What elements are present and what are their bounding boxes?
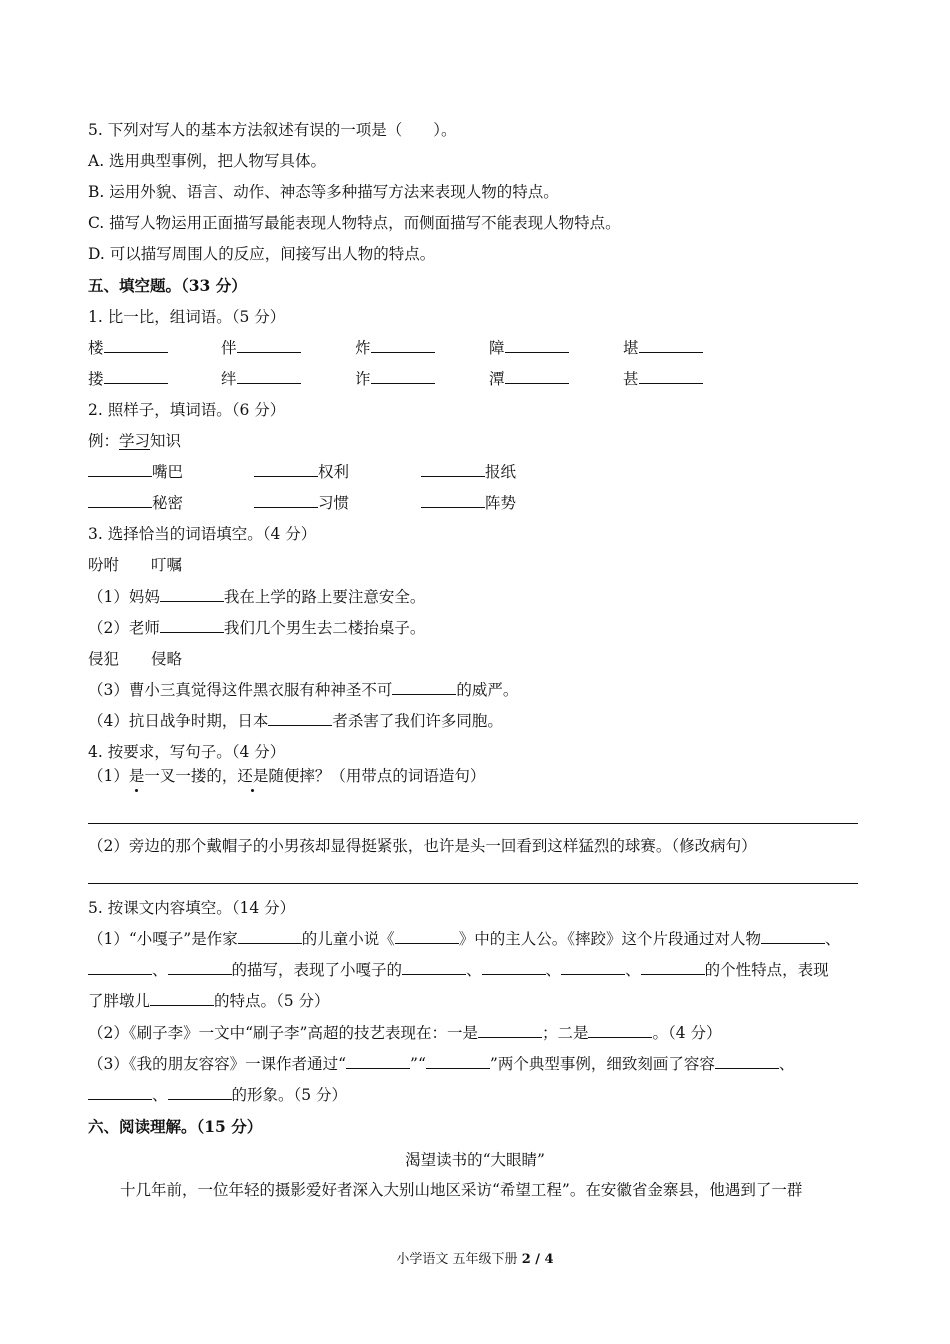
phrase-cell: 报纸 xyxy=(421,462,516,482)
blank[interactable] xyxy=(88,960,152,975)
blank[interactable] xyxy=(88,1085,152,1100)
blank[interactable] xyxy=(402,960,466,975)
s5q5-line-5: （3）《我的朋友容容》一课作者通过“ ”“ ”两个典型事例，细致刻画了容容 、 xyxy=(88,1055,795,1073)
blank[interactable] xyxy=(639,369,703,384)
blank[interactable] xyxy=(421,493,485,508)
word-cell: 伴 xyxy=(221,338,301,358)
dotted-word: 还是 xyxy=(237,767,269,785)
q5-option-c: C. 描写人物运用正面描写最能表现人物特点，而侧面描写不能表现人物特点。 xyxy=(88,214,621,232)
blank[interactable] xyxy=(88,493,152,508)
blank[interactable] xyxy=(561,960,625,975)
blank[interactable] xyxy=(168,1085,232,1100)
page-number: 2 / 4 xyxy=(521,1252,554,1267)
blank[interactable] xyxy=(268,711,332,726)
blank[interactable] xyxy=(715,1054,779,1069)
passage-paragraph: 十几年前，一位年轻的摄影爱好者深入大别山地区采访“希望工程”。在安徽省金寨县，他遇到了一群 xyxy=(120,1181,803,1199)
answer-line[interactable] xyxy=(88,823,858,824)
s5q3-word-pair-1: 吩咐 叮嘱 xyxy=(88,556,183,574)
blank[interactable] xyxy=(88,462,152,477)
s5q1-title: 1. 比一比，组词语。（5 分） xyxy=(88,308,286,326)
s5q3-sentence-1: （1）妈妈 我在上学的路上要注意安全。 xyxy=(88,588,426,606)
blank[interactable] xyxy=(505,338,569,353)
blank[interactable] xyxy=(346,1054,410,1069)
word-cell: 楼 xyxy=(88,338,168,358)
s5q5-line-4: （2）《刷子李》一文中“刷子李”高超的技艺表现在：一是 ；二是 。（4 分） xyxy=(88,1024,722,1042)
blank[interactable] xyxy=(371,338,435,353)
blank[interactable] xyxy=(150,991,214,1006)
blank[interactable] xyxy=(482,960,546,975)
blank[interactable] xyxy=(168,960,232,975)
word-cell: 诈 xyxy=(355,369,435,389)
s5q5-line-2: 、 的描写，表现了小嘎子的 、 、 、 的个性特点，表现 xyxy=(88,960,829,980)
word-cell: 炸 xyxy=(355,338,435,358)
word-cell: 搂 xyxy=(88,369,168,389)
word-cell: 甚 xyxy=(623,369,703,389)
blank[interactable] xyxy=(254,462,318,477)
s5q5-line-6: 、 的形象。（5 分） xyxy=(88,1085,347,1105)
s5q3-sentence-2: （2）老师 我们几个男生去二楼抬桌子。 xyxy=(88,619,426,637)
s5q3-word-pair-2: 侵犯 侵略 xyxy=(88,650,183,668)
phrase-cell: 习惯 xyxy=(254,493,349,513)
phrase-cell: 秘密 xyxy=(88,493,183,513)
blank[interactable] xyxy=(238,929,302,944)
word-cell: 障 xyxy=(489,338,569,358)
s5q4-title: 4. 按要求，写句子。（4 分） xyxy=(88,743,286,761)
blank[interactable] xyxy=(160,587,224,602)
s5q5-title: 5. 按课文内容填空。（14 分） xyxy=(88,899,296,917)
blank[interactable] xyxy=(237,369,301,384)
s5q3-sentence-3: （3）曹小三真觉得这件黑衣服有种神圣不可 的威严。 xyxy=(88,681,519,699)
q5-option-b: B. 运用外貌、语言、动作、神态等多种描写方法来表现人物的特点。 xyxy=(88,183,559,201)
phrase-cell: 权利 xyxy=(254,462,349,482)
section5-title: 五、填空题。（33 分） xyxy=(88,276,247,295)
s5q4-prompt-1: （1）是一叉一搂的，还是随便摔？（用带点的词语造句） xyxy=(88,767,486,785)
blank[interactable] xyxy=(588,1023,652,1038)
word-cell: 绊 xyxy=(221,369,301,389)
blank[interactable] xyxy=(160,618,224,633)
blank[interactable] xyxy=(505,369,569,384)
s5q3-title: 3. 选择恰当的词语填空。（4 分） xyxy=(88,525,317,543)
blank[interactable] xyxy=(478,1023,542,1038)
blank[interactable] xyxy=(761,929,825,944)
blank[interactable] xyxy=(421,462,485,477)
blank[interactable] xyxy=(641,960,705,975)
blank[interactable] xyxy=(392,680,456,695)
word-cell: 潭 xyxy=(489,369,569,389)
s5q5-line-3: 了胖墩儿 的特点。（5 分） xyxy=(88,992,330,1010)
blank[interactable] xyxy=(104,369,168,384)
blank[interactable] xyxy=(371,369,435,384)
blank[interactable] xyxy=(237,338,301,353)
phrase-cell: 阵势 xyxy=(421,493,516,513)
answer-line[interactable] xyxy=(88,883,858,884)
blank[interactable] xyxy=(426,1054,490,1069)
s5q4-prompt-2: （2）旁边的那个戴帽子的小男孩却显得挺紧张，也许是头一回看到这样猛烈的球赛。（修改病句） xyxy=(88,837,757,855)
word-cell: 堪 xyxy=(623,338,703,358)
passage-title: 渴望读书的“大眼睛” xyxy=(405,1151,545,1169)
blank[interactable] xyxy=(395,929,459,944)
s5q3-sentence-4: （4）抗日战争时期，日本 者杀害了我们许多同胞。 xyxy=(88,712,503,730)
q5-option-d: D. 可以描写周围人的反应，间接写出人物的特点。 xyxy=(88,245,436,263)
blank[interactable] xyxy=(639,338,703,353)
phrase-cell: 嘴巴 xyxy=(88,462,183,482)
s5q2-example: 例：学习知识 xyxy=(88,432,182,450)
q5-option-a: A. 选用典型事例，把人物写具体。 xyxy=(88,152,327,170)
page-footer: 小学语文 五年级下册 2 / 4 xyxy=(396,1252,554,1267)
blank[interactable] xyxy=(104,338,168,353)
blank[interactable] xyxy=(254,493,318,508)
s5q2-title: 2. 照样子，填词语。（6 分） xyxy=(88,401,286,419)
q5-stem: 5. 下列对写人的基本方法叙述有误的一项是（ ）。 xyxy=(88,121,457,139)
section6-title: 六、阅读理解。（15 分） xyxy=(88,1117,263,1136)
s5q5-line-1: （1）“小嘎子”是作家 的儿童小说《 》中的主人公。《摔跤》这个片段通过对人物 、 xyxy=(88,930,841,948)
